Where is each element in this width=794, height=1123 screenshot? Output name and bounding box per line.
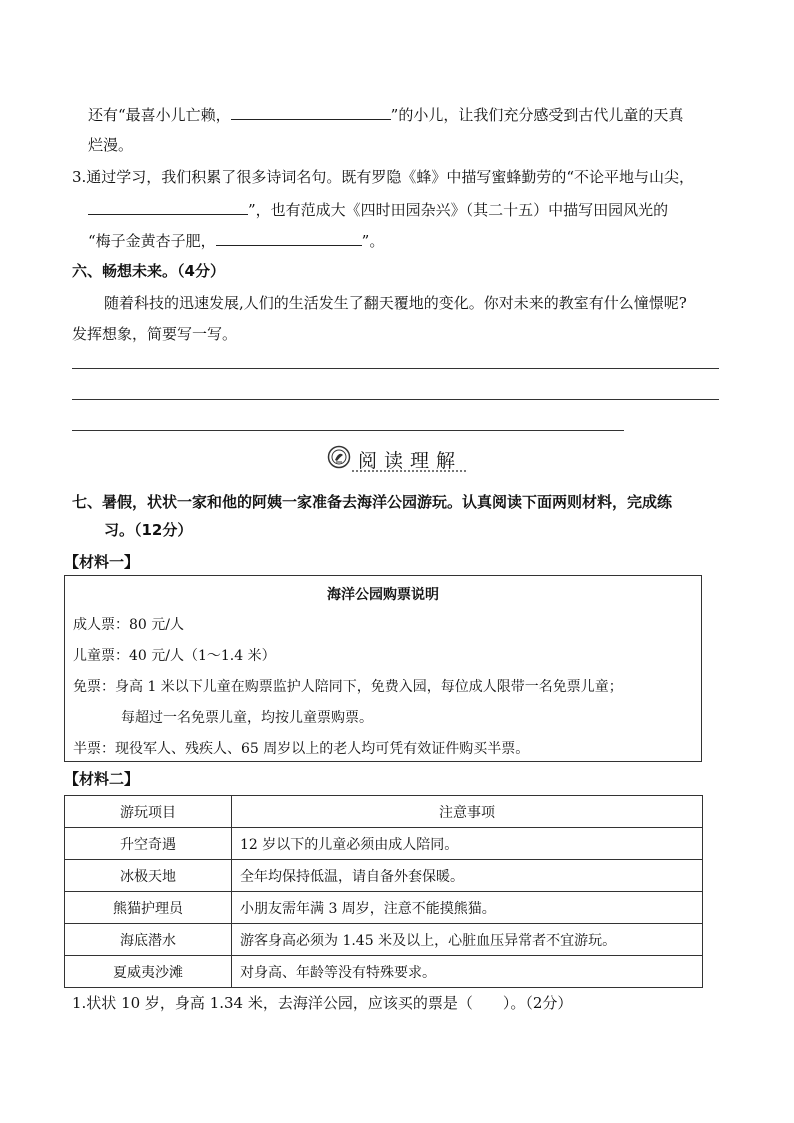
table-header-row bbox=[65, 796, 703, 828]
poem-line-1 bbox=[88, 103, 683, 125]
attraction-name: 升空奇遇 bbox=[65, 828, 232, 860]
attraction-note: 12 岁以下的儿童必须由成人陪同。 bbox=[232, 828, 703, 860]
question-1: 1.状状 10 岁，身高 1.34 米，去海洋公园，应该买的票是（ ）。（2分） bbox=[72, 994, 573, 1012]
table-row bbox=[65, 860, 703, 892]
question-3-line-2 bbox=[88, 198, 668, 220]
writing-line[interactable] bbox=[72, 430, 624, 431]
section-seven-heading-line-1: 七、暑假，状状一家和他的阿姨一家准备去海洋公园游玩。认真阅读下面两则材料，完成练 bbox=[72, 493, 673, 511]
question-3-line-3 bbox=[88, 229, 384, 251]
column-header-attraction: 游玩项目 bbox=[65, 796, 232, 828]
attraction-note: 对身高、年龄等没有特殊要求。 bbox=[232, 956, 703, 988]
half-ticket: 半票：现役军人、残疾人、65 周岁以上的老人均可凭有效证件购买半票。 bbox=[73, 741, 530, 757]
poem-line-2: 烂漫。 bbox=[88, 136, 134, 154]
material-one-label: 【材料一】 bbox=[64, 553, 140, 571]
poem-line-1-prefix: 还有“最喜小儿亡赖， bbox=[88, 106, 231, 124]
writing-line[interactable] bbox=[72, 368, 719, 369]
material-two-label: 【材料二】 bbox=[64, 770, 140, 788]
free-ticket-line-2: 每超过一名免票儿童，均按儿童票购票。 bbox=[121, 710, 373, 726]
table-row bbox=[65, 956, 703, 988]
attraction-name: 海底潜水 bbox=[65, 924, 232, 956]
attraction-name: 熊猫护理员 bbox=[65, 892, 232, 924]
table-row bbox=[65, 924, 703, 956]
section-six-heading: 六、畅想未来。（4分） bbox=[72, 262, 225, 280]
attraction-note: 全年均保持低温，请自备外套保暖。 bbox=[232, 860, 703, 892]
attraction-note: 游客身高必须为 1.45 米及以上，心脏血压异常者不宜游玩。 bbox=[232, 924, 703, 956]
child-ticket: 儿童票：40 元/人（1～1.4 米） bbox=[73, 648, 276, 664]
question-3-line-3-prefix: “梅子金黄杏子肥， bbox=[88, 232, 216, 250]
attraction-name: 夏威夷沙滩 bbox=[65, 956, 232, 988]
answer-blank[interactable] bbox=[88, 198, 248, 215]
question-3-line-2-suffix: ”，也有范成大《四时田园杂兴》（其二十五）中描写田园风光的 bbox=[248, 201, 669, 219]
adult-ticket: 成人票：80 元/人 bbox=[73, 617, 184, 633]
section-six-prompt-line-1: 随着科技的迅速发展,人们的生活发生了翻天覆地的变化。你对未来的教室有什么憧憬呢? bbox=[104, 294, 687, 312]
column-header-notes: 注意事项 bbox=[232, 796, 703, 828]
attractions-table bbox=[64, 795, 703, 988]
attraction-note: 小朋友需年满 3 周岁，注意不能摸熊猫。 bbox=[232, 892, 703, 924]
free-ticket-line-1: 免票：身高 1 米以下儿童在购票监护人陪同下，免费入园，每位成人限带一名免票儿童； bbox=[73, 679, 623, 695]
answer-blank[interactable] bbox=[231, 103, 391, 120]
table-row bbox=[65, 828, 703, 860]
table-row bbox=[65, 892, 703, 924]
poem-line-1-suffix: ”的小儿，让我们充分感受到古代儿童的天真 bbox=[390, 106, 684, 124]
attraction-name: 冰极天地 bbox=[65, 860, 232, 892]
title-underline bbox=[352, 470, 466, 472]
material-one-box bbox=[64, 575, 702, 762]
ticket-info-title: 海洋公园购票说明 bbox=[327, 587, 439, 603]
question-3-line-3-suffix: ”。 bbox=[361, 232, 385, 250]
reading-badge-icon bbox=[327, 445, 351, 469]
section-six-prompt-line-2: 发挥想象，简要写一写。 bbox=[72, 325, 238, 343]
answer-blank[interactable] bbox=[216, 229, 362, 246]
writing-line[interactable] bbox=[72, 399, 719, 400]
section-seven-heading-line-2: 习。（12分） bbox=[104, 521, 193, 539]
question-3-line-1: 3.通过学习，我们积累了很多诗词名句。既有罗隐《蜂》中描写蜜蜂勤劳的“不论平地与山尖， bbox=[72, 168, 694, 186]
reading-section-title: 阅读理解 bbox=[358, 450, 463, 472]
